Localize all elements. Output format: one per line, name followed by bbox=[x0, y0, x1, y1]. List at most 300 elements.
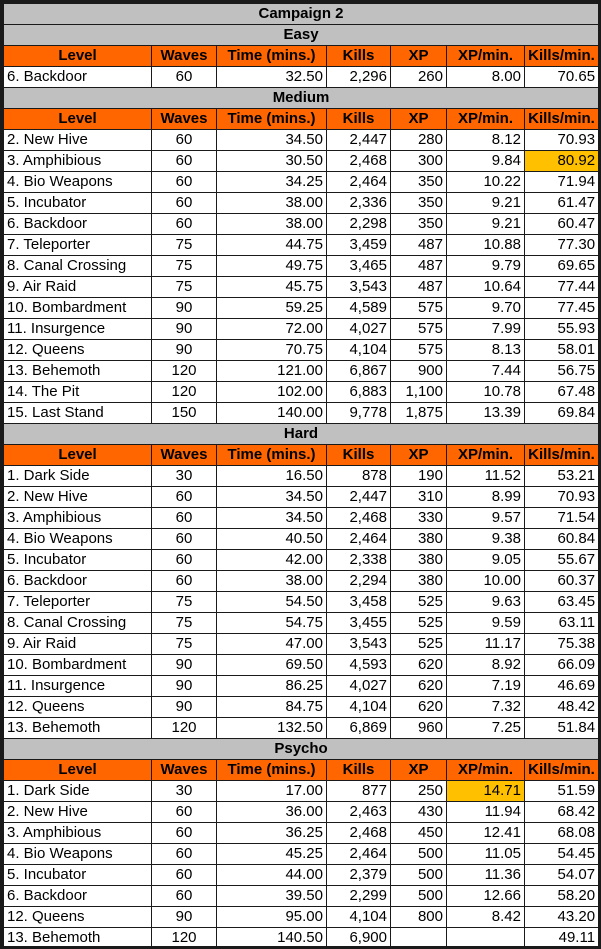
cell-kills-per-min: 60.84 bbox=[525, 529, 599, 550]
cell-waves: 90 bbox=[152, 676, 217, 697]
cell-kills-per-min: 71.94 bbox=[525, 172, 599, 193]
table-row bbox=[4, 907, 599, 928]
cell-waves: 30 bbox=[152, 466, 217, 487]
cell-level: 6. Backdoor bbox=[4, 886, 152, 907]
cell-waves: 90 bbox=[152, 697, 217, 718]
table-row bbox=[4, 340, 599, 361]
cell-xp-per-min: 7.25 bbox=[447, 718, 525, 739]
table-row bbox=[4, 844, 599, 865]
cell-time: 69.50 bbox=[217, 655, 327, 676]
table-row bbox=[4, 151, 599, 172]
cell-level: 6. Backdoor bbox=[4, 571, 152, 592]
cell-xp: 575 bbox=[391, 298, 447, 319]
cell-level: 6. Backdoor bbox=[4, 67, 152, 88]
cell-time: 45.75 bbox=[217, 277, 327, 298]
cell-time: 44.00 bbox=[217, 865, 327, 886]
cell-xp-per-min: 9.70 bbox=[447, 298, 525, 319]
cell-time: 38.00 bbox=[217, 214, 327, 235]
cell-kills: 6,869 bbox=[327, 718, 391, 739]
cell-xp-per-min: 9.05 bbox=[447, 550, 525, 571]
column-header-kills: Kills bbox=[327, 46, 391, 67]
cell-kills: 6,883 bbox=[327, 382, 391, 403]
table-row bbox=[4, 235, 599, 256]
cell-kills-per-min: 49.11 bbox=[525, 928, 599, 949]
cell-waves: 120 bbox=[152, 382, 217, 403]
cell-kills-per-min: 60.47 bbox=[525, 214, 599, 235]
cell-xp-per-min: 11.52 bbox=[447, 466, 525, 487]
cell-waves: 120 bbox=[152, 928, 217, 949]
section-psycho bbox=[4, 739, 599, 760]
cell-time: 132.50 bbox=[217, 718, 327, 739]
cell-time: 44.75 bbox=[217, 235, 327, 256]
column-header-kills: Kills bbox=[327, 760, 391, 781]
cell-kills-per-min: 75.38 bbox=[525, 634, 599, 655]
cell-time: 40.50 bbox=[217, 529, 327, 550]
cell-waves: 75 bbox=[152, 235, 217, 256]
cell-xp-per-min: 9.84 bbox=[447, 151, 525, 172]
cell-kills: 2,338 bbox=[327, 550, 391, 571]
cell-time: 34.25 bbox=[217, 172, 327, 193]
cell-time: 140.00 bbox=[217, 403, 327, 424]
cell-kills: 6,900 bbox=[327, 928, 391, 949]
cell-xp-per-min: 9.63 bbox=[447, 592, 525, 613]
cell-xp-per-min: 8.42 bbox=[447, 907, 525, 928]
section-medium bbox=[4, 88, 599, 109]
cell-time: 95.00 bbox=[217, 907, 327, 928]
cell-kills-per-min: 68.08 bbox=[525, 823, 599, 844]
table-row bbox=[4, 928, 599, 949]
cell-kills: 4,104 bbox=[327, 907, 391, 928]
cell-waves: 60 bbox=[152, 571, 217, 592]
cell-level: 5. Incubator bbox=[4, 193, 152, 214]
cell-waves: 75 bbox=[152, 256, 217, 277]
cell-xp-per-min: 14.71 bbox=[447, 781, 525, 802]
column-header-time: Time (mins.) bbox=[217, 760, 327, 781]
cell-kills: 3,459 bbox=[327, 235, 391, 256]
cell-waves: 120 bbox=[152, 361, 217, 382]
cell-kills: 3,465 bbox=[327, 256, 391, 277]
campaign-table bbox=[3, 3, 599, 949]
column-header-waves: Waves bbox=[152, 46, 217, 67]
cell-xp-per-min: 8.00 bbox=[447, 67, 525, 88]
column-header-waves: Waves bbox=[152, 445, 217, 466]
cell-level: 3. Amphibious bbox=[4, 508, 152, 529]
cell-kills-per-min: 77.44 bbox=[525, 277, 599, 298]
cell-time: 42.00 bbox=[217, 550, 327, 571]
cell-waves: 60 bbox=[152, 844, 217, 865]
cell-waves: 60 bbox=[152, 508, 217, 529]
column-header-kills: Kills bbox=[327, 109, 391, 130]
cell-time: 32.50 bbox=[217, 67, 327, 88]
cell-kills: 2,468 bbox=[327, 508, 391, 529]
cell-xp-per-min: 10.88 bbox=[447, 235, 525, 256]
cell-time: 72.00 bbox=[217, 319, 327, 340]
cell-waves: 150 bbox=[152, 403, 217, 424]
column-header-waves: Waves bbox=[152, 109, 217, 130]
cell-waves: 60 bbox=[152, 130, 217, 151]
cell-kills-per-min: 58.20 bbox=[525, 886, 599, 907]
table-row bbox=[4, 823, 599, 844]
cell-xp-per-min: 9.57 bbox=[447, 508, 525, 529]
table-row bbox=[4, 403, 599, 424]
cell-kills: 4,104 bbox=[327, 697, 391, 718]
cell-level: 2. New Hive bbox=[4, 487, 152, 508]
header-row bbox=[4, 445, 599, 466]
cell-kills: 6,867 bbox=[327, 361, 391, 382]
cell-time: 34.50 bbox=[217, 130, 327, 151]
cell-time: 38.00 bbox=[217, 571, 327, 592]
cell-kills: 2,463 bbox=[327, 802, 391, 823]
column-header-kills: Kills bbox=[327, 445, 391, 466]
cell-level: 13. Behemoth bbox=[4, 928, 152, 949]
cell-level: 3. Amphibious bbox=[4, 823, 152, 844]
cell-kills-per-min: 48.42 bbox=[525, 697, 599, 718]
cell-xp: 300 bbox=[391, 151, 447, 172]
table-row bbox=[4, 781, 599, 802]
cell-kills-per-min: 51.59 bbox=[525, 781, 599, 802]
cell-time: 39.50 bbox=[217, 886, 327, 907]
cell-xp: 575 bbox=[391, 319, 447, 340]
cell-kills: 2,379 bbox=[327, 865, 391, 886]
cell-xp: 350 bbox=[391, 193, 447, 214]
title-row bbox=[4, 4, 599, 25]
cell-level: 9. Air Raid bbox=[4, 277, 152, 298]
table-row bbox=[4, 319, 599, 340]
cell-xp: 525 bbox=[391, 592, 447, 613]
column-header-kills-per-min: Kills/min. bbox=[525, 46, 599, 67]
column-header-xp-per-min: XP/min. bbox=[447, 445, 525, 466]
cell-xp: 430 bbox=[391, 802, 447, 823]
cell-time: 36.00 bbox=[217, 802, 327, 823]
cell-level: 12. Queens bbox=[4, 697, 152, 718]
cell-time: 70.75 bbox=[217, 340, 327, 361]
cell-xp-per-min: 8.13 bbox=[447, 340, 525, 361]
cell-kills: 2,464 bbox=[327, 172, 391, 193]
column-header-waves: Waves bbox=[152, 760, 217, 781]
cell-kills-per-min: 77.30 bbox=[525, 235, 599, 256]
cell-time: 54.75 bbox=[217, 613, 327, 634]
cell-kills-per-min: 54.07 bbox=[525, 865, 599, 886]
column-header-time: Time (mins.) bbox=[217, 109, 327, 130]
cell-time: 34.50 bbox=[217, 487, 327, 508]
cell-level: 13. Behemoth bbox=[4, 361, 152, 382]
cell-xp bbox=[391, 928, 447, 949]
cell-waves: 90 bbox=[152, 319, 217, 340]
cell-xp-per-min: 9.79 bbox=[447, 256, 525, 277]
cell-xp-per-min: 12.66 bbox=[447, 886, 525, 907]
table-row bbox=[4, 592, 599, 613]
table-row bbox=[4, 277, 599, 298]
cell-kills-per-min: 60.37 bbox=[525, 571, 599, 592]
cell-xp: 310 bbox=[391, 487, 447, 508]
cell-kills-per-min: 55.67 bbox=[525, 550, 599, 571]
cell-kills-per-min: 67.48 bbox=[525, 382, 599, 403]
cell-time: 36.25 bbox=[217, 823, 327, 844]
cell-waves: 75 bbox=[152, 592, 217, 613]
cell-kills-per-min: 53.21 bbox=[525, 466, 599, 487]
cell-level: 3. Amphibious bbox=[4, 151, 152, 172]
cell-xp: 450 bbox=[391, 823, 447, 844]
cell-xp: 380 bbox=[391, 529, 447, 550]
cell-xp: 500 bbox=[391, 886, 447, 907]
cell-xp: 380 bbox=[391, 571, 447, 592]
cell-kills-per-min: 63.11 bbox=[525, 613, 599, 634]
cell-kills: 3,543 bbox=[327, 277, 391, 298]
cell-level: 2. New Hive bbox=[4, 130, 152, 151]
table-row bbox=[4, 361, 599, 382]
cell-time: 49.75 bbox=[217, 256, 327, 277]
cell-kills: 2,468 bbox=[327, 823, 391, 844]
table-row bbox=[4, 718, 599, 739]
cell-kills: 3,455 bbox=[327, 613, 391, 634]
cell-kills: 4,104 bbox=[327, 340, 391, 361]
cell-waves: 75 bbox=[152, 277, 217, 298]
cell-xp-per-min: 10.00 bbox=[447, 571, 525, 592]
cell-xp: 330 bbox=[391, 508, 447, 529]
cell-level: 4. Bio Weapons bbox=[4, 529, 152, 550]
cell-time: 47.00 bbox=[217, 634, 327, 655]
cell-xp-per-min: 8.12 bbox=[447, 130, 525, 151]
cell-xp: 350 bbox=[391, 214, 447, 235]
cell-kills-per-min: 51.84 bbox=[525, 718, 599, 739]
cell-waves: 60 bbox=[152, 214, 217, 235]
cell-time: 140.50 bbox=[217, 928, 327, 949]
cell-kills: 4,593 bbox=[327, 655, 391, 676]
section-title: Medium bbox=[4, 88, 599, 109]
cell-level: 13. Behemoth bbox=[4, 718, 152, 739]
table-row bbox=[4, 466, 599, 487]
cell-kills-per-min: 54.45 bbox=[525, 844, 599, 865]
cell-waves: 60 bbox=[152, 550, 217, 571]
cell-time: 38.00 bbox=[217, 193, 327, 214]
cell-xp: 620 bbox=[391, 655, 447, 676]
cell-level: 7. Teleporter bbox=[4, 592, 152, 613]
cell-kills-per-min: 43.20 bbox=[525, 907, 599, 928]
cell-xp-per-min: 7.99 bbox=[447, 319, 525, 340]
cell-xp-per-min: 12.41 bbox=[447, 823, 525, 844]
column-header-time: Time (mins.) bbox=[217, 46, 327, 67]
cell-time: 45.25 bbox=[217, 844, 327, 865]
cell-waves: 75 bbox=[152, 634, 217, 655]
column-header-xp: XP bbox=[391, 46, 447, 67]
section-hard bbox=[4, 424, 599, 445]
cell-kills: 877 bbox=[327, 781, 391, 802]
cell-xp: 900 bbox=[391, 361, 447, 382]
cell-kills: 878 bbox=[327, 466, 391, 487]
cell-level: 11. Insurgence bbox=[4, 319, 152, 340]
cell-time: 86.25 bbox=[217, 676, 327, 697]
table-row bbox=[4, 508, 599, 529]
table-row bbox=[4, 67, 599, 88]
cell-kills: 9,778 bbox=[327, 403, 391, 424]
table-row bbox=[4, 676, 599, 697]
section-title: Easy bbox=[4, 25, 599, 46]
cell-kills: 4,589 bbox=[327, 298, 391, 319]
cell-level: 10. Bombardment bbox=[4, 655, 152, 676]
cell-level: 7. Teleporter bbox=[4, 235, 152, 256]
cell-kills-per-min: 63.45 bbox=[525, 592, 599, 613]
cell-xp: 250 bbox=[391, 781, 447, 802]
table-row bbox=[4, 382, 599, 403]
cell-kills-per-min: 80.92 bbox=[525, 151, 599, 172]
cell-kills-per-min: 66.09 bbox=[525, 655, 599, 676]
cell-kills-per-min: 68.42 bbox=[525, 802, 599, 823]
cell-kills: 2,298 bbox=[327, 214, 391, 235]
cell-time: 59.25 bbox=[217, 298, 327, 319]
cell-xp-per-min: 9.38 bbox=[447, 529, 525, 550]
cell-xp-per-min: 11.94 bbox=[447, 802, 525, 823]
cell-xp-per-min: 7.32 bbox=[447, 697, 525, 718]
cell-xp-per-min: 8.92 bbox=[447, 655, 525, 676]
cell-level: 5. Incubator bbox=[4, 550, 152, 571]
cell-waves: 60 bbox=[152, 529, 217, 550]
header-row bbox=[4, 760, 599, 781]
cell-kills: 2,464 bbox=[327, 844, 391, 865]
table-row bbox=[4, 865, 599, 886]
column-header-xp-per-min: XP/min. bbox=[447, 760, 525, 781]
cell-xp: 380 bbox=[391, 550, 447, 571]
cell-waves: 60 bbox=[152, 151, 217, 172]
cell-level: 12. Queens bbox=[4, 907, 152, 928]
column-header-xp: XP bbox=[391, 445, 447, 466]
table-title: Campaign 2 bbox=[4, 4, 599, 25]
cell-waves: 90 bbox=[152, 907, 217, 928]
table-row bbox=[4, 487, 599, 508]
cell-xp-per-min: 7.19 bbox=[447, 676, 525, 697]
cell-kills-per-min: 69.65 bbox=[525, 256, 599, 277]
cell-xp: 190 bbox=[391, 466, 447, 487]
cell-level: 12. Queens bbox=[4, 340, 152, 361]
cell-kills: 2,296 bbox=[327, 67, 391, 88]
cell-xp: 487 bbox=[391, 235, 447, 256]
cell-level: 14. The Pit bbox=[4, 382, 152, 403]
column-header-xp-per-min: XP/min. bbox=[447, 46, 525, 67]
cell-kills: 2,294 bbox=[327, 571, 391, 592]
cell-kills: 4,027 bbox=[327, 319, 391, 340]
cell-kills-per-min: 69.84 bbox=[525, 403, 599, 424]
cell-xp-per-min: 8.99 bbox=[447, 487, 525, 508]
cell-kills-per-min: 77.45 bbox=[525, 298, 599, 319]
cell-kills-per-min: 70.65 bbox=[525, 67, 599, 88]
cell-xp-per-min: 11.36 bbox=[447, 865, 525, 886]
cell-xp-per-min: 7.44 bbox=[447, 361, 525, 382]
cell-xp-per-min: 13.39 bbox=[447, 403, 525, 424]
cell-xp: 500 bbox=[391, 844, 447, 865]
cell-level: 4. Bio Weapons bbox=[4, 172, 152, 193]
cell-kills: 2,468 bbox=[327, 151, 391, 172]
cell-level: 5. Incubator bbox=[4, 865, 152, 886]
cell-xp: 1,875 bbox=[391, 403, 447, 424]
cell-time: 121.00 bbox=[217, 361, 327, 382]
table-row bbox=[4, 802, 599, 823]
cell-level: 11. Insurgence bbox=[4, 676, 152, 697]
cell-waves: 60 bbox=[152, 67, 217, 88]
cell-waves: 30 bbox=[152, 781, 217, 802]
table-row bbox=[4, 550, 599, 571]
section-easy bbox=[4, 25, 599, 46]
table-row bbox=[4, 130, 599, 151]
cell-kills: 3,458 bbox=[327, 592, 391, 613]
cell-level: 2. New Hive bbox=[4, 802, 152, 823]
table-row bbox=[4, 529, 599, 550]
table-row bbox=[4, 172, 599, 193]
cell-xp: 280 bbox=[391, 130, 447, 151]
cell-kills-per-min: 58.01 bbox=[525, 340, 599, 361]
cell-xp-per-min bbox=[447, 928, 525, 949]
column-header-level: Level bbox=[4, 445, 152, 466]
cell-xp-per-min: 11.05 bbox=[447, 844, 525, 865]
cell-xp-per-min: 9.59 bbox=[447, 613, 525, 634]
cell-time: 84.75 bbox=[217, 697, 327, 718]
cell-time: 34.50 bbox=[217, 508, 327, 529]
cell-waves: 90 bbox=[152, 298, 217, 319]
table-row bbox=[4, 655, 599, 676]
cell-level: 8. Canal Crossing bbox=[4, 613, 152, 634]
cell-kills-per-min: 55.93 bbox=[525, 319, 599, 340]
cell-xp: 800 bbox=[391, 907, 447, 928]
cell-level: 10. Bombardment bbox=[4, 298, 152, 319]
cell-kills: 2,464 bbox=[327, 529, 391, 550]
cell-xp: 525 bbox=[391, 634, 447, 655]
cell-kills-per-min: 70.93 bbox=[525, 487, 599, 508]
cell-kills: 3,543 bbox=[327, 634, 391, 655]
table-row bbox=[4, 298, 599, 319]
cell-level: 9. Air Raid bbox=[4, 634, 152, 655]
cell-xp: 500 bbox=[391, 865, 447, 886]
cell-level: 1. Dark Side bbox=[4, 466, 152, 487]
section-title: Psycho bbox=[4, 739, 599, 760]
cell-waves: 60 bbox=[152, 802, 217, 823]
cell-time: 16.50 bbox=[217, 466, 327, 487]
cell-waves: 120 bbox=[152, 718, 217, 739]
cell-kills-per-min: 61.47 bbox=[525, 193, 599, 214]
cell-waves: 90 bbox=[152, 655, 217, 676]
cell-xp-per-min: 9.21 bbox=[447, 193, 525, 214]
cell-xp: 487 bbox=[391, 256, 447, 277]
cell-waves: 75 bbox=[152, 613, 217, 634]
cell-kills-per-min: 46.69 bbox=[525, 676, 599, 697]
cell-xp: 1,100 bbox=[391, 382, 447, 403]
column-header-xp: XP bbox=[391, 760, 447, 781]
cell-time: 17.00 bbox=[217, 781, 327, 802]
cell-kills-per-min: 71.54 bbox=[525, 508, 599, 529]
cell-xp: 620 bbox=[391, 697, 447, 718]
table-row bbox=[4, 256, 599, 277]
cell-xp: 350 bbox=[391, 172, 447, 193]
cell-kills: 2,447 bbox=[327, 487, 391, 508]
column-header-xp: XP bbox=[391, 109, 447, 130]
cell-time: 30.50 bbox=[217, 151, 327, 172]
table-row bbox=[4, 613, 599, 634]
cell-xp: 960 bbox=[391, 718, 447, 739]
cell-xp-per-min: 11.17 bbox=[447, 634, 525, 655]
table-row bbox=[4, 214, 599, 235]
header-row bbox=[4, 46, 599, 67]
cell-waves: 60 bbox=[152, 886, 217, 907]
cell-waves: 60 bbox=[152, 823, 217, 844]
cell-waves: 60 bbox=[152, 193, 217, 214]
cell-xp-per-min: 9.21 bbox=[447, 214, 525, 235]
cell-xp: 620 bbox=[391, 676, 447, 697]
table-row bbox=[4, 886, 599, 907]
section-title: Hard bbox=[4, 424, 599, 445]
cell-time: 54.50 bbox=[217, 592, 327, 613]
cell-waves: 60 bbox=[152, 172, 217, 193]
cell-xp: 575 bbox=[391, 340, 447, 361]
column-header-level: Level bbox=[4, 109, 152, 130]
cell-level: 4. Bio Weapons bbox=[4, 844, 152, 865]
cell-kills: 2,299 bbox=[327, 886, 391, 907]
